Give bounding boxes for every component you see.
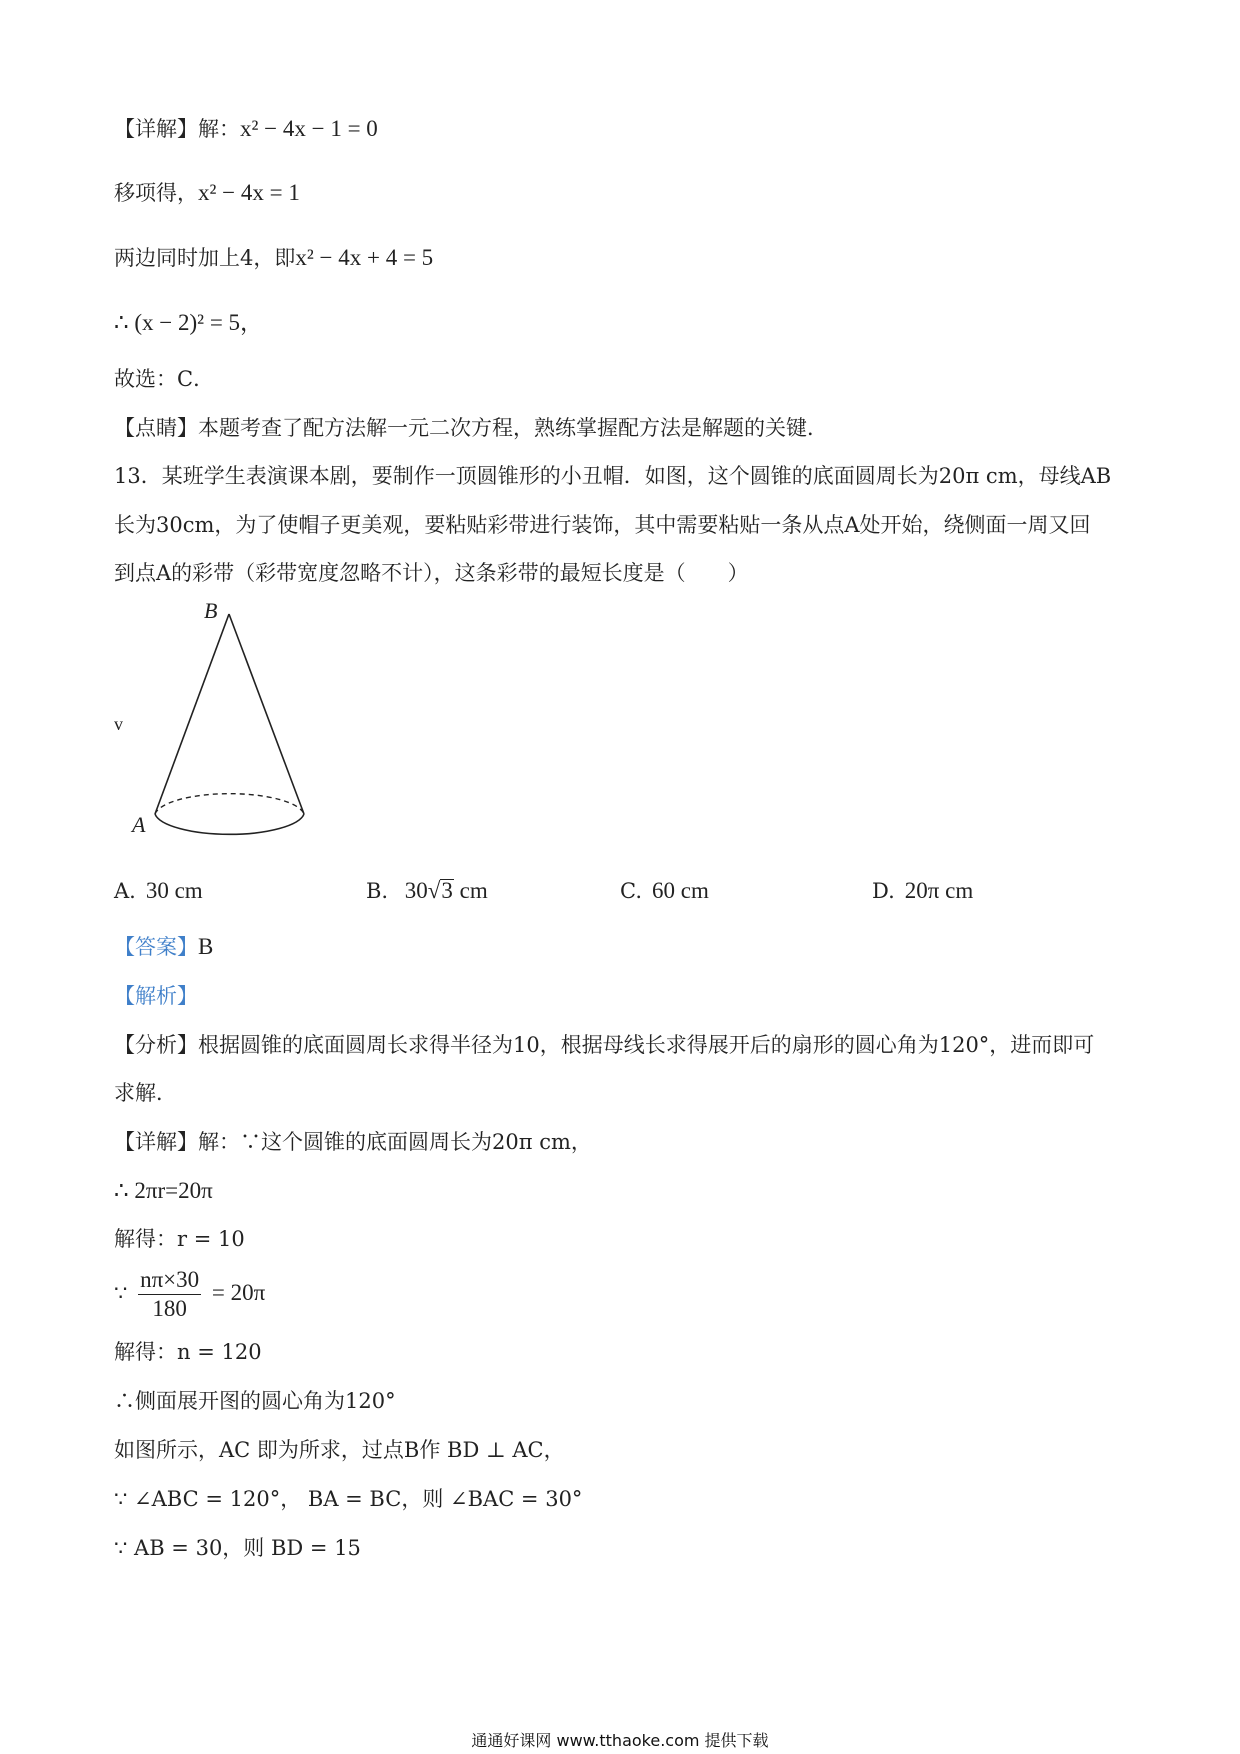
option-c-letter: C.	[620, 879, 642, 903]
label-b: B	[204, 600, 218, 623]
detail-line-3	[114, 243, 433, 273]
option-c-value: 60 cm	[652, 878, 709, 903]
option-a-value: 30 cm	[145, 878, 203, 903]
question-line-1	[114, 461, 1111, 491]
solution-line-10: ∵ ∠ABC = 120°， BA = BC，则 ∠BAC = 30°	[114, 1487, 583, 1511]
add-four-text: 两边同时加上4，即	[114, 246, 296, 270]
footer-watermark: 通通好课网 www.tthaoke.com 提供下载	[471, 1731, 769, 1750]
option-b-unit: cm	[459, 878, 488, 903]
fraction-rhs: = 20π	[211, 1280, 266, 1305]
option-a	[114, 876, 203, 906]
question-line-3: 到点A的彩带（彩带宽度忽略不计），这条彩带的最短长度是（ ）	[114, 561, 749, 585]
because-symbol: ∵	[114, 1281, 128, 1305]
option-a-letter: A.	[114, 879, 136, 903]
option-b-radicand: 3	[441, 878, 453, 903]
cone-base-front	[155, 814, 304, 834]
solution-line-2: 求解．	[114, 1081, 177, 1105]
option-d-value: 20π cm	[904, 878, 974, 903]
detail-line-1	[114, 114, 378, 144]
choice-line: 故选：C．	[114, 367, 215, 391]
analysis-label: 【解析】	[114, 984, 198, 1008]
solution-line-5: 解得：r = 10	[114, 1227, 245, 1251]
option-d	[872, 876, 973, 906]
detail-line-2	[114, 178, 300, 208]
label-a: A	[132, 812, 146, 837]
cone-left-edge	[155, 614, 229, 814]
fraction-numerator: nπ×30	[138, 1266, 201, 1295]
answer-label: 【答案】	[114, 935, 198, 959]
solution-line-3: 【详解】解：∵这个圆锥的底面圆周长为20π cm，	[114, 1130, 592, 1154]
solution-line-9: 如图所示，AC 即为所求，过点B作 BD ⊥ AC，	[114, 1438, 565, 1462]
figure-mark: v	[114, 714, 123, 734]
cone-base-back-dashed	[155, 794, 304, 814]
solution-line-4: ∴ 2πr=20π	[114, 1178, 213, 1203]
answer-value: B	[198, 934, 214, 959]
option-d-letter: D.	[872, 879, 895, 903]
move-terms-label: 移项得，	[114, 181, 198, 205]
fraction-denominator: 180	[152, 1296, 187, 1321]
solution-line-8: ∴侧面展开图的圆心角为120°	[114, 1389, 396, 1413]
solution-line-6	[114, 1266, 265, 1323]
answer-line	[114, 932, 213, 962]
option-b-value: 30√3 cm	[404, 878, 488, 903]
solution-line-7: 解得：n = 120	[114, 1340, 262, 1364]
question-number: 13．	[114, 464, 162, 488]
option-c	[620, 876, 709, 906]
detail-label: 【详解】解：	[114, 117, 240, 141]
equation-2: x² − 4x = 1	[198, 180, 300, 205]
solution-line-11: ∵ AB = 30，则 BD = 15	[114, 1536, 361, 1560]
remark-line: 【点睛】本题考查了配方法解一元二次方程，熟练掌握配方法是解题的关键．	[114, 416, 828, 440]
option-b	[366, 876, 488, 906]
option-b-coefficient: 30	[404, 878, 428, 903]
option-b-letter: B.	[366, 879, 389, 903]
question-text-1: 某班学生表演课本剧，要制作一顶圆锥形的小丑帽．如图，这个圆锥的底面圆周长为20π cm，母线AB	[161, 464, 1112, 488]
detail-line-4: ∴ (x − 2)² = 5，	[114, 310, 264, 335]
cone-figure	[110, 600, 330, 850]
solution-line-1: 【分析】根据圆锥的底面圆周长求得半径为10，根据母线长求得展开后的扇形的圆心角为120°，进而即可	[114, 1033, 1095, 1057]
equation-3: x² − 4x + 4 = 5	[295, 245, 434, 270]
equation-1: x² − 4x − 1 = 0	[240, 116, 378, 141]
question-line-2: 长为30cm，为了使帽子更美观，要粘贴彩带进行装饰，其中需要粘贴一条从点A处开始，绕侧面一周又回	[114, 513, 1091, 537]
cone-right-edge	[229, 614, 304, 814]
fraction	[138, 1266, 201, 1323]
